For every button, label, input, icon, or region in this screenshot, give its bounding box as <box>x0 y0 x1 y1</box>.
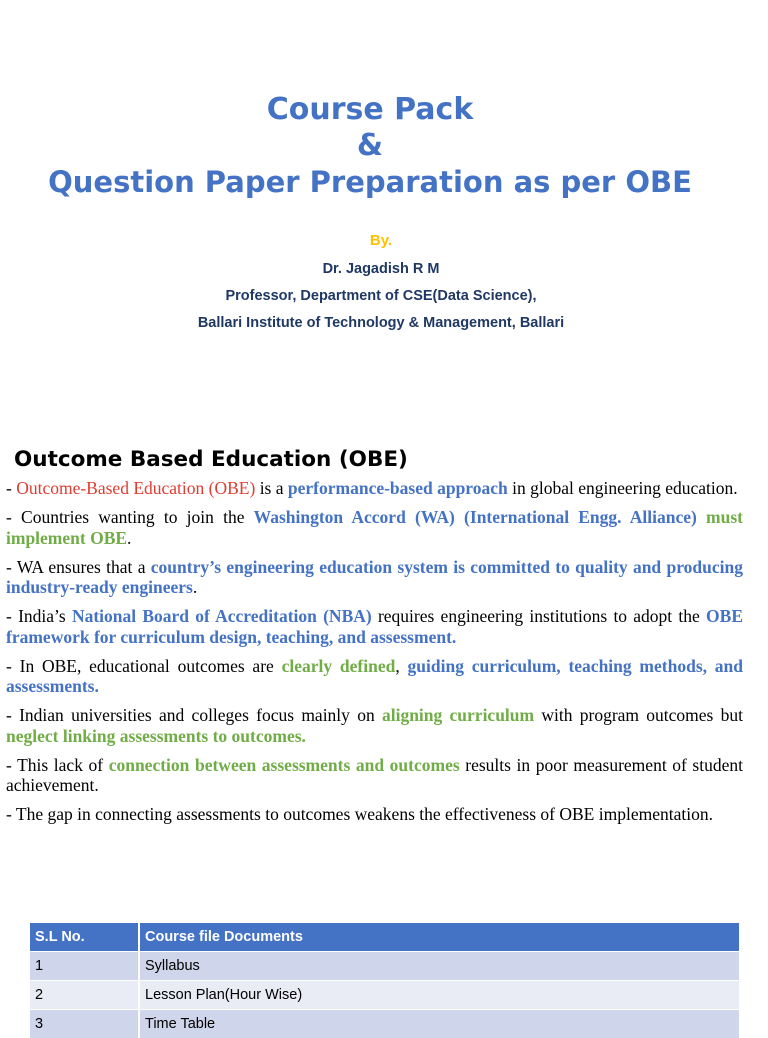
highlight-blue: guiding curriculum, teaching methods, and assessments. <box>6 656 743 697</box>
bullet-5 <box>6 656 743 697</box>
obe-heading: Outcome Based Education (OBE) <box>14 447 408 472</box>
text: - <box>6 478 16 498</box>
author-institution: Ballari Institute of Technology & Management, Ballari <box>0 310 762 337</box>
obe-bullet-list <box>6 478 743 833</box>
highlight-blue: OBE framework for curriculum design, teaching, and assessment. <box>6 606 743 647</box>
text: - In OBE, educational outcomes are <box>6 656 282 676</box>
highlight-red: Outcome-Based Education (OBE) <box>16 478 255 498</box>
text: - WA ensures that a <box>6 557 151 577</box>
course-file-table <box>30 923 741 1038</box>
text: . <box>127 528 131 548</box>
title-block <box>0 92 740 200</box>
cell-sl-no: 3 <box>30 1010 139 1038</box>
text: - India’s <box>6 606 72 626</box>
cell-document: Syllabus <box>139 952 740 981</box>
bullet-4 <box>6 606 743 647</box>
text: - The gap in connecting assessments to outcomes weakens the effectiveness of OBE implementation. <box>6 804 713 824</box>
highlight-green: aligning curriculum <box>382 705 534 725</box>
by-label: By. <box>0 230 762 252</box>
author-name: Dr. Jagadish R M <box>0 256 762 283</box>
highlight-green: clearly defined <box>282 656 396 676</box>
text <box>697 507 706 527</box>
cell-sl-no: 2 <box>30 981 139 1010</box>
bullet-8 <box>6 804 743 825</box>
text: results in poor measurement of student achievement. <box>6 755 743 796</box>
highlight-blue: country’s engineering education system is committed to quality and producing industry-ready engineers <box>6 557 743 598</box>
highlight-blue: Washington Accord (WA) (International Engg. Alliance) <box>254 507 697 527</box>
cell-document: Time Table <box>139 1010 740 1038</box>
text: . <box>193 577 197 597</box>
title-line-question-paper: Question Paper Preparation as per OBE <box>0 164 740 200</box>
bullet-3 <box>6 557 743 598</box>
header-sl-no: S.L No. <box>30 923 139 952</box>
cell-document: Lesson Plan(Hour Wise) <box>139 981 740 1010</box>
text: with program outcomes but <box>534 705 743 725</box>
text: in global engineering education. <box>508 478 738 498</box>
text: - This lack of <box>6 755 109 775</box>
highlight-green: neglect linking assessments to outcomes. <box>6 726 306 746</box>
table-header-row <box>30 923 740 952</box>
text: , <box>395 656 407 676</box>
author-block <box>0 230 762 337</box>
author-designation: Professor, Department of CSE(Data Science), <box>0 283 762 310</box>
text: is a <box>255 478 288 498</box>
text: - Countries wanting to join the <box>6 507 254 527</box>
highlight-green: must implement OBE <box>6 507 743 548</box>
text: - Indian universities and colleges focus mainly on <box>6 705 382 725</box>
bullet-7 <box>6 755 743 796</box>
header-documents: Course file Documents <box>139 923 740 952</box>
table-row <box>30 952 740 981</box>
table-row <box>30 981 740 1010</box>
course-file-table-wrapper <box>30 923 741 1038</box>
cell-sl-no: 1 <box>30 952 139 981</box>
title-line-ampersand: & <box>0 128 740 164</box>
bullet-6 <box>6 705 743 746</box>
highlight-green: connection between assessments and outcomes <box>109 755 460 775</box>
highlight-blue: National Board of Accreditation (NBA) <box>72 606 372 626</box>
title-line-course-pack: Course Pack <box>0 92 740 128</box>
text: requires engineering institutions to adopt the <box>372 606 706 626</box>
highlight-blue: performance-based approach <box>288 478 508 498</box>
bullet-2 <box>6 507 743 548</box>
bullet-1 <box>6 478 743 499</box>
